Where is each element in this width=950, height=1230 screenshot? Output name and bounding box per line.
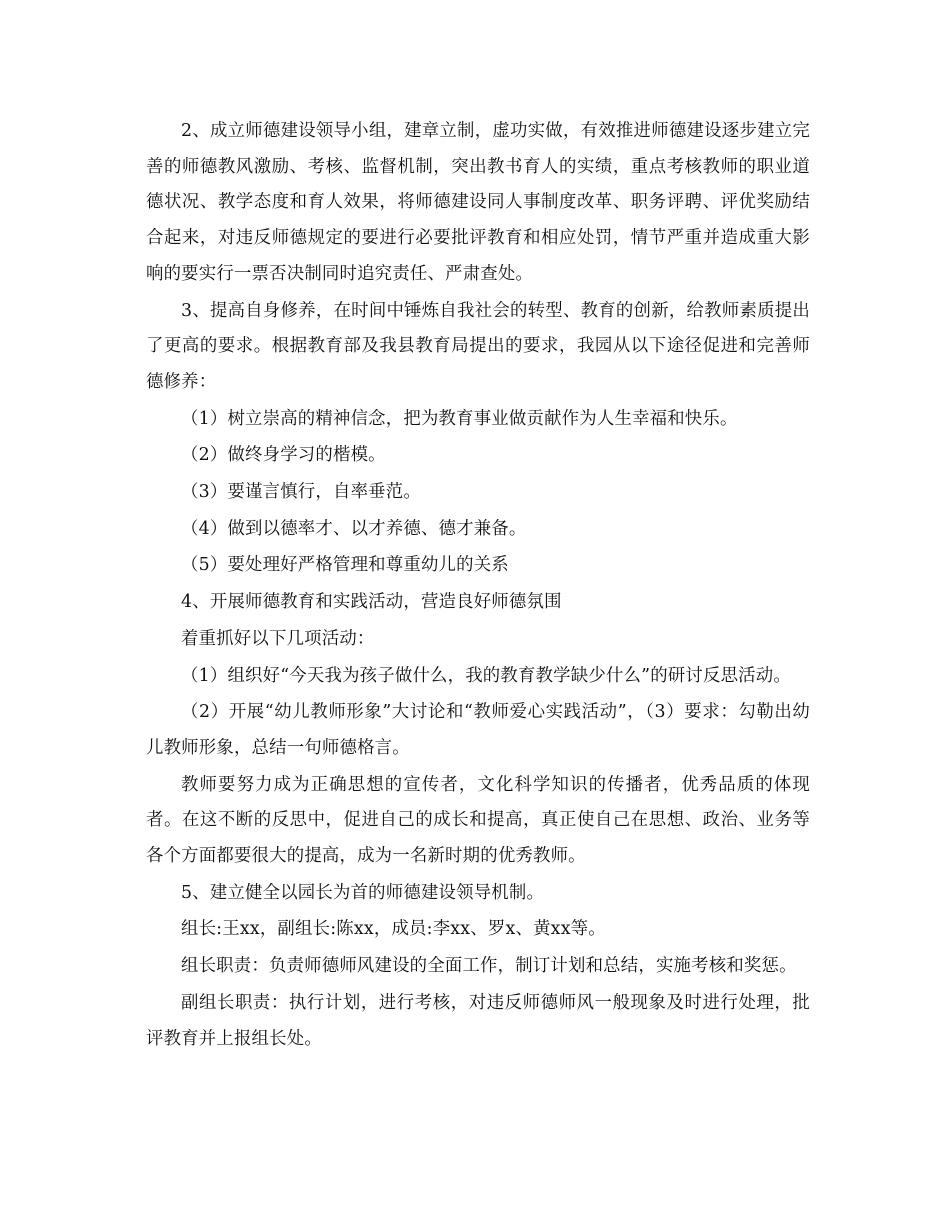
paragraph-leader-duties: 组长职责：负责师德师风建设的全面工作，制订计划和总结，实施考核和奖惩。 — [181, 956, 797, 977]
list-item-noble-belief: （1）树立崇高的精神信念，把为教育事业做贡献作为人生幸福和快乐。 — [181, 408, 738, 429]
list-item-management-respect: （5）要处理好严格管理和尊重幼儿的关系 — [181, 555, 509, 576]
list-item-teacher-image: （2）开展“幼儿教师形象”大讨论和“教师爱心实践活动”，（3）要求：勾勒出幼儿教师形象，总结一句师德格言。 — [146, 702, 810, 758]
paragraph-leadership-group: 2、成立师德建设领导小组，建章立制，虚功实做，有效推进师德建设逐步建立完善的师德教风激励、考核、监督机制，突出教书育人的实绩，重点考核教师的职业道德状况、教学态度和育人效果，将师德建设同人事制度改革、职务评聘、评优奖励结合起来，对违反师德规定的要进行必要批评教育和相应处罚，情节严重并造成重大影响的要实行一票否决制同时追究责任、严肃查处。 — [146, 121, 810, 284]
list-item-prudent-words: （3）要谨言慎行，自率垂范。 — [181, 482, 421, 503]
list-item-lifelong-learning: （2）做终身学习的楷模。 — [181, 445, 386, 466]
list-item-virtue-talent: （4）做到以德率才、以才养德、德才兼备。 — [181, 518, 527, 539]
paragraph-group-members: 组长:王xx，副组长:陈xx，成员:李xx、罗x、黄xx等。 — [181, 919, 606, 940]
paragraph-self-cultivation: 3、提高自身修养，在时间中锤炼自我社会的转型、教育的创新，给教师素质提出了更高的要求。根据教育部及我县教育局提出的要求，我园从以下途径促进和完善师德修养： — [146, 300, 810, 392]
list-item-reflection-activity: （1）组织好“今天我为孩子做什么，我的教育教学缺少什么”的研讨反思活动。 — [181, 665, 791, 686]
paragraph-key-activities: 着重抓好以下几项活动： — [181, 628, 375, 649]
paragraph-teacher-goal: 教师要努力成为正确思想的宣传者，文化科学知识的传播者，优秀品质的体现者。在这不断的反思中，促进自己的成长和提高，真正使自己在思想、政治、业务等各个方面都要很大的提高，成为一名新时期的优秀教师。 — [146, 774, 810, 867]
paragraph-deputy-duties: 副组长职责：执行计划，进行考核，对违反师德师风一般现象及时进行处理，批评教育并上报组长处。 — [146, 992, 810, 1049]
document-page — [146, 114, 810, 1058]
paragraph-education-practice: 4、开展师德教育和实践活动，营造良好师德氛围 — [181, 592, 562, 613]
paragraph-leadership-mechanism: 5、建立健全以园长为首的师德建设领导机制。 — [181, 882, 545, 903]
